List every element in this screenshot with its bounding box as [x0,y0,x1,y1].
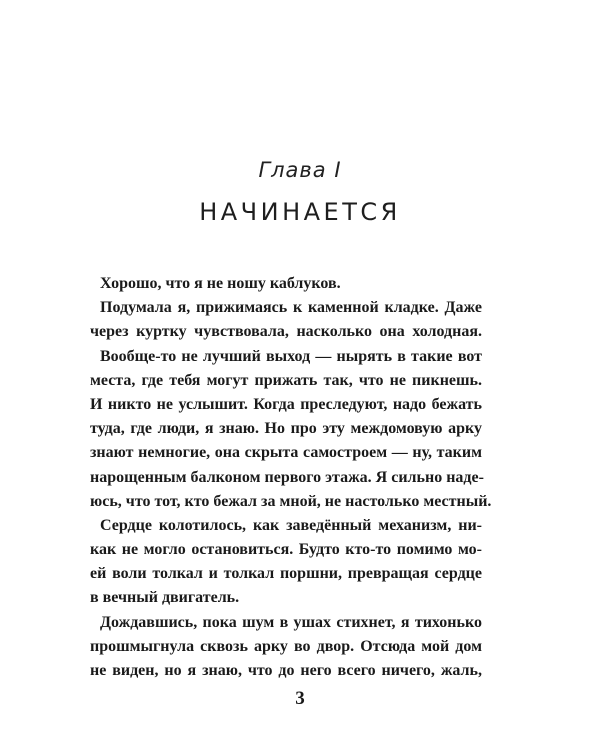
chapter-label: Глава I [258,158,342,182]
page-number: 3 [295,688,305,709]
text-line: Сердце колотилось, как заведённый механизм, ни- [100,516,482,534]
text-line: Вообще-то не лучший выход — нырять в такие вот [100,347,482,365]
text-line: Хорошо, что я не ношу каблуков. [100,275,341,292]
text-line: через куртку чувствовала, насколько она холодная. [90,323,482,341]
text-line: ей воли толкал и толкал поршни, превращая сердце [90,565,482,583]
chapter-title: НАЧИНАЕТСЯ [199,198,401,226]
text-line: И никто не услышит. Когда преследуют, надо бежать [90,395,482,413]
text-line: Подумала я, прижимаясь к каменной кладке. Даже [100,299,482,317]
text-line: как не могло остановиться. Будто кто-то помимо мо- [90,541,482,559]
text-line: туда, где люди, я знаю. Но про эту междомовую арку [90,420,482,438]
text-line: нарощенным балконом первого этажа. Я сильно наде- [90,468,484,486]
text-line: места, где тебя могут прижать так, что не пикнешь. [90,371,482,389]
text-line: не виден, но я знаю, что до него всего ничего, жаль, [90,662,482,679]
text-line: в вечный двигатель. [90,589,240,607]
text-line: Дождавшись, пока шум в ушах стихнет, я тихонько [100,613,482,631]
text-line: прошмыгнула сквозь арку во двор. Отсюда мой дом [90,637,482,655]
body-text [90,272,492,683]
text-line: знают немногие, она скрыта самостроем — ну, таким [90,444,482,462]
text-line: юсь, что тот, кто бежал за мной, не настолько местный. [90,492,492,510]
